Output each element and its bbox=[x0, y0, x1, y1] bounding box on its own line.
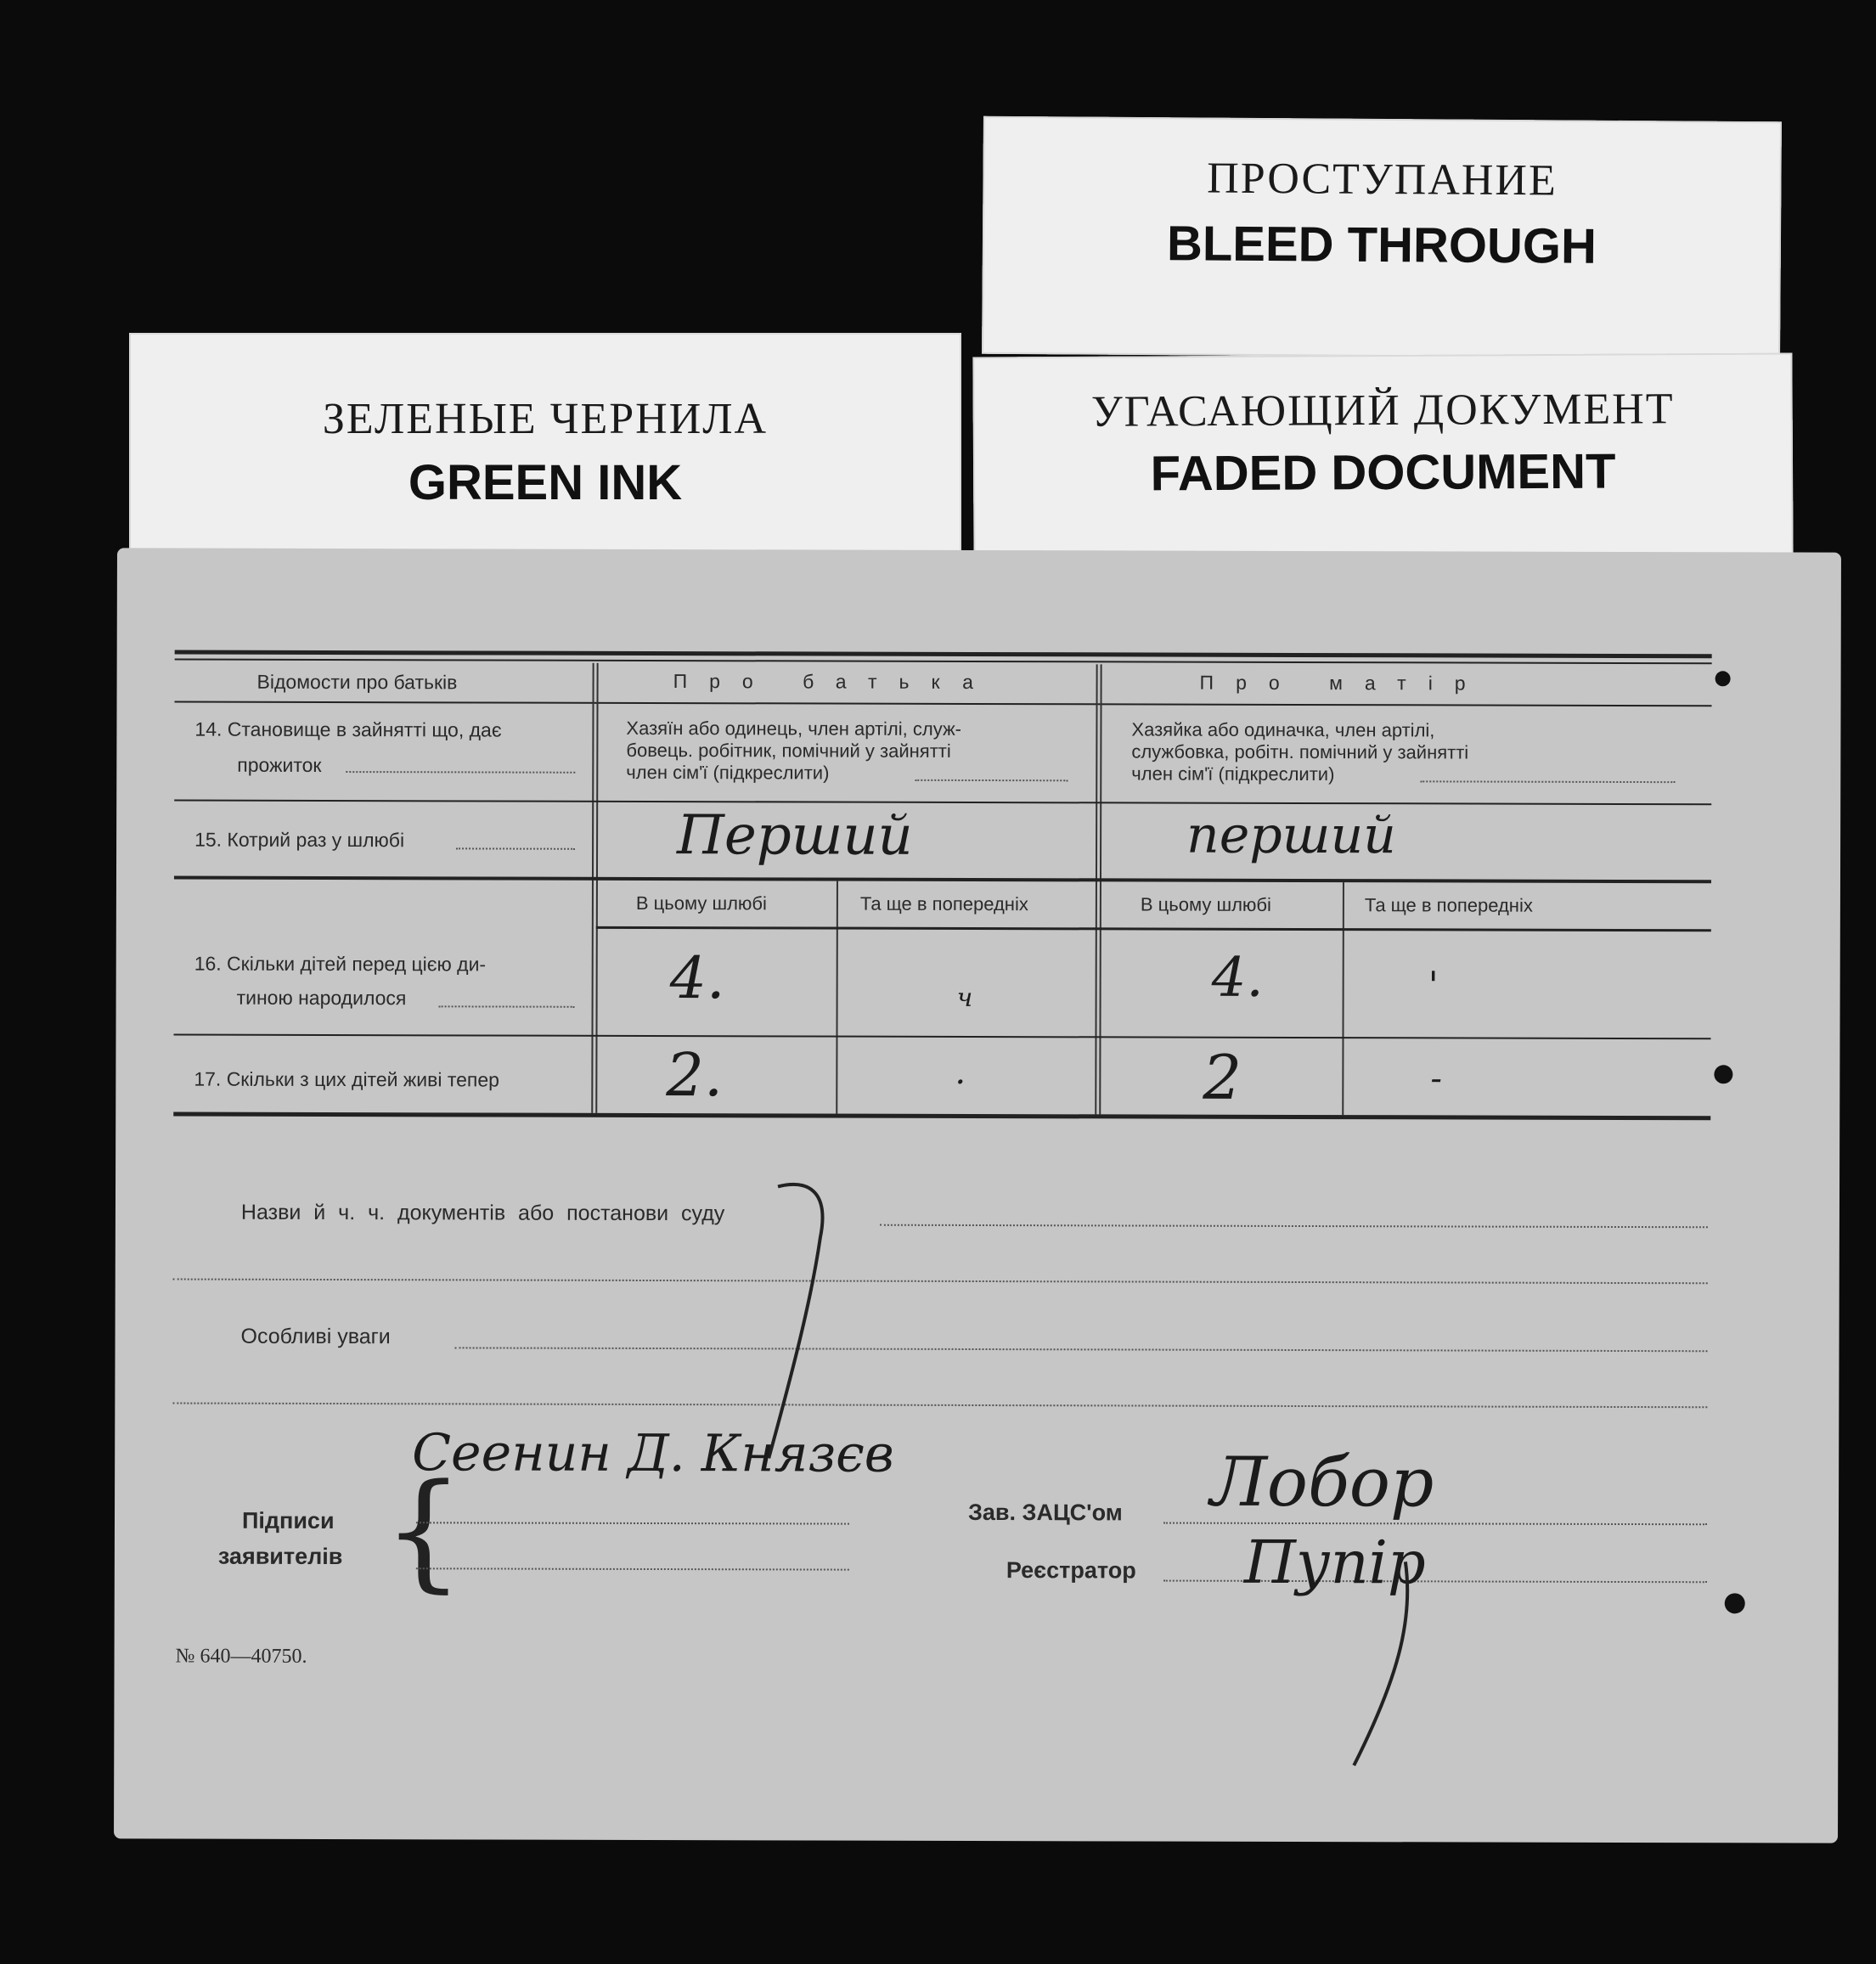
remarks-dots bbox=[455, 1347, 1708, 1352]
label-green-ink-en: GREEN INK bbox=[408, 455, 683, 510]
brace-mark: { bbox=[382, 1457, 465, 1606]
applicant-sign-dots-2 bbox=[416, 1567, 849, 1570]
documents-dots-2 bbox=[173, 1279, 1708, 1285]
row15-mother-value: перший bbox=[1186, 805, 1396, 866]
form-number: № 640—40750. bbox=[175, 1645, 307, 1668]
row14-mother-2: службовка, робітн. помічний у зайнятті bbox=[1131, 740, 1469, 763]
label-green-ink-ru: ЗЕЛЕНЫЕ ЧЕРНИЛА bbox=[322, 395, 769, 443]
applicant-signature: Сеенин Д. Князєв bbox=[412, 1423, 894, 1484]
top-rule-thin bbox=[175, 659, 1712, 665]
documents-label: Назви й ч. ч. документів або постанови суду bbox=[240, 1200, 725, 1226]
row17-rule bbox=[173, 1112, 1710, 1121]
divider-mother-sub bbox=[1342, 882, 1344, 1115]
document-sheet bbox=[114, 548, 1841, 1843]
row14-father-3: член сім'ї (підкреслити) bbox=[626, 761, 830, 784]
row16-mother-prev: ' bbox=[1428, 964, 1439, 1008]
row17-father-this: 2. bbox=[666, 1040, 724, 1111]
row16-father-this: 4. bbox=[669, 945, 725, 1013]
row14-mother-1: Хазяйка або одиначка, член артілі, bbox=[1131, 718, 1435, 741]
binding-hole-1 bbox=[1715, 671, 1731, 686]
row15-father-value: Перший bbox=[677, 804, 913, 868]
mother-subheader-this: В цьому шлюбі bbox=[1140, 893, 1271, 915]
header-mother: Про матір bbox=[1199, 671, 1488, 695]
row14-mother-3: член сім'ї (підкреслити) bbox=[1131, 763, 1335, 785]
row16-father-prev: ч bbox=[956, 982, 973, 1013]
header-father: Про батька bbox=[673, 670, 995, 694]
binding-hole-3 bbox=[1725, 1593, 1745, 1613]
signatures-label-2: заявителів bbox=[217, 1543, 343, 1570]
divider-label-col bbox=[591, 663, 594, 1113]
head-signature: Лобор bbox=[1209, 1442, 1434, 1522]
label-faded-document-en: FADED DOCUMENT bbox=[1150, 443, 1616, 502]
row16-dots bbox=[439, 1005, 575, 1007]
divider-label-col-2 bbox=[595, 663, 598, 1113]
subheader-rule bbox=[596, 926, 1711, 931]
registrar-signature: Пупір bbox=[1243, 1527, 1426, 1598]
label-card-green-ink bbox=[129, 333, 961, 579]
top-rule bbox=[175, 650, 1712, 659]
row17-mother-prev: - bbox=[1430, 1059, 1442, 1099]
row15-dots bbox=[456, 847, 575, 849]
registrar-label: Реєстратор bbox=[1006, 1557, 1136, 1584]
applicant-sign-dots bbox=[416, 1522, 849, 1524]
signatures-label-1: Підписи bbox=[241, 1507, 335, 1534]
row14-rule bbox=[174, 800, 1711, 806]
label-faded-document-ru: УГАСАЮЩИЙ ДОКУМЕНТ bbox=[1090, 385, 1675, 436]
row14-mother-dots bbox=[1420, 780, 1675, 783]
divider-father-sub bbox=[836, 881, 838, 1114]
label-card-bleed-through bbox=[982, 116, 1782, 360]
header-rule bbox=[175, 701, 1712, 707]
row17-label: 17. Скільки з цих дітей живі тепер bbox=[194, 1067, 499, 1091]
label-bleed-through-ru: ПРОСТУПАНИЕ bbox=[1207, 154, 1558, 205]
row17-father-prev: . bbox=[955, 1052, 966, 1092]
row14-father-dots bbox=[915, 779, 1068, 781]
documents-dots bbox=[880, 1224, 1708, 1229]
row16-label-1: 16. Скільки дітей перед цією ди- bbox=[194, 952, 487, 976]
remarks-label: Особливі уваги bbox=[240, 1324, 391, 1349]
registrar-signature-stroke bbox=[1337, 1553, 1456, 1774]
label-bleed-through-en: BLEED THROUGH bbox=[1166, 216, 1597, 274]
divider-mid-col-2 bbox=[1099, 664, 1101, 1114]
father-subheader-prev: Та ще в попередніх bbox=[859, 892, 1028, 915]
row16-mother-this: 4. bbox=[1211, 946, 1264, 1010]
head-sign-dots bbox=[1163, 1522, 1707, 1526]
remarks-dots-2 bbox=[172, 1403, 1707, 1409]
row16-label-2: тиною народилося bbox=[236, 986, 407, 1010]
row17-mother-this: 2 bbox=[1203, 1041, 1242, 1113]
row15-rule bbox=[174, 876, 1711, 884]
divider-mid-col bbox=[1095, 664, 1097, 1114]
row16-rule bbox=[173, 1034, 1710, 1040]
binding-hole-2 bbox=[1714, 1065, 1732, 1083]
father-subheader-this: В цьому шлюбі bbox=[635, 892, 767, 914]
header-parents: Відомости про батьків bbox=[256, 670, 458, 694]
row14-label-2: прожиток bbox=[237, 753, 322, 776]
label-card-faded-document bbox=[972, 352, 1793, 569]
row14-label-1: 14. Становище в зайнятті що, дає bbox=[194, 718, 502, 741]
row14-father-2: бовець. робітник, помічний у зайнятті bbox=[626, 739, 951, 762]
row14-dots bbox=[346, 771, 575, 774]
head-label: Зав. ЗАЦС'ом bbox=[967, 1499, 1123, 1526]
row14-father-1: Хазяїн або одинець, член артілі, служ- bbox=[626, 717, 962, 740]
mother-subheader-prev: Та ще в попередніх bbox=[1364, 894, 1533, 916]
row15-label: 15. Котрий раз у шлюбі bbox=[194, 828, 405, 852]
